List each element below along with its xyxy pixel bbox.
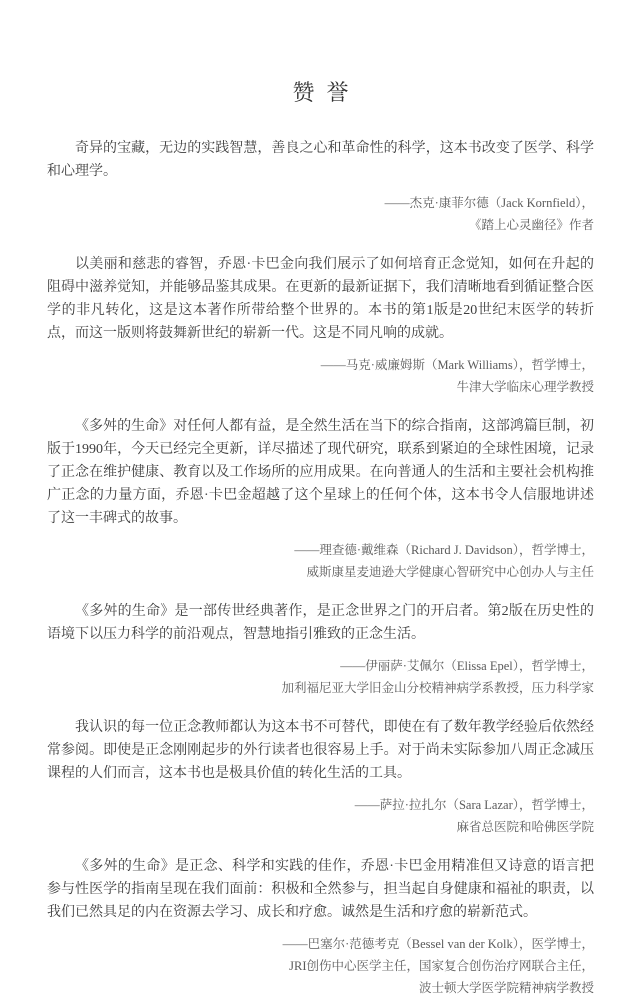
attribution-line: ——马克·威廉姆斯（Mark Williams），哲学博士， bbox=[320, 358, 594, 372]
endorsement-quote: 我认识的每一位正念教师都认为这本书不可替代，即使在有了数年教学经验后依然经常参阅。即使是正念刚刚起步的外行读者也很容易上手。对于尚未实际参加八周正念减压课程的人们而言，这本书也是极具价值的转化生活的工具。 bbox=[47, 720, 594, 781]
endorsement-attribution bbox=[47, 192, 594, 236]
endorsement bbox=[47, 716, 594, 838]
endorsement-attribution bbox=[47, 794, 594, 838]
endorsement bbox=[47, 600, 594, 699]
attribution-line: 波士顿大学医学院精神病学教授 bbox=[418, 981, 594, 995]
endorsement-attribution bbox=[47, 933, 594, 999]
attribution-line: ——巴塞尔·范德考克（Bessel van der Kolk），医学博士， bbox=[282, 937, 594, 951]
attribution-line: 威斯康星麦迪逊大学健康心智研究中心创办人与主任 bbox=[306, 565, 594, 579]
endorsement bbox=[47, 855, 594, 999]
endorsement-attribution bbox=[47, 655, 594, 699]
endorsements-list bbox=[47, 137, 594, 999]
attribution-line: 牛津大学临床心理学教授 bbox=[456, 380, 594, 394]
attribution-line: 加利福尼亚大学旧金山分校精神病学系教授，压力科学家 bbox=[281, 681, 594, 695]
endorsement-quote: 《多舛的生命》是正念、科学和实践的佳作，乔恩·卡巴金用精准但又诗意的语言把参与性医学的指南呈现在我们面前：积极和全然参与，担当起自身健康和福祉的职责，以我们已然具足的内在资源去学习、成长和疗愈。诚然是生活和疗愈的崭新范式。 bbox=[47, 859, 594, 920]
page-title: 赞誉 bbox=[292, 80, 361, 105]
endorsement-quote: 以美丽和慈悲的睿智，乔恩·卡巴金向我们展示了如何培育正念觉知，如何在升起的阻碍中滋养觉知，并能够品鉴其成果。在更新的最新证据下，我们清晰地看到循证整合医学的非凡转化，这是这本著作所带给整个世界的。本书的第1版是20世纪末医学的转折点，而这一版则将鼓舞新世纪的崭新一代。这是不同凡响的成就。 bbox=[47, 257, 594, 341]
endorsement-attribution bbox=[47, 539, 594, 583]
endorsement-quote: 《多舛的生命》是一部传世经典著作，是正念世界之门的开启者。第2版在历史性的语境下以压力科学的前沿观点，智慧地指引雅致的正念生活。 bbox=[47, 604, 594, 642]
endorsement bbox=[47, 253, 594, 398]
attribution-line: JRI创伤中心医学主任，国家复合创伤治疗网联合主任， bbox=[289, 959, 594, 973]
endorsement bbox=[47, 137, 594, 236]
attribution-line: ——伊丽萨·艾佩尔（Elissa Epel），哲学博士， bbox=[340, 659, 594, 673]
attribution-line: 麻省总医院和哈佛医学院 bbox=[456, 820, 594, 834]
endorsement-attribution bbox=[47, 354, 594, 398]
attribution-line: ——萨拉·拉扎尔（Sara Lazar），哲学博士， bbox=[354, 798, 594, 812]
endorsement-quote: 奇异的宝藏，无边的实践智慧，善良之心和革命性的科学，这本书改变了医学、科学和心理学。 bbox=[47, 141, 594, 179]
endorsement-quote: 《多舛的生命》对任何人都有益，是全然生活在当下的综合指南，这部鸿篇巨制，初版于1990年，今天已经完全更新，详尽描述了现代研究，联系到紧迫的全球性困境，记录了正念在维护健康、教育以及工作场所的应用成果。在向普通人的生活和主要社会机构推广正念的力量方面，乔恩·卡巴金超越了这个星球上的任何个体，这本书令人信服地讲述了这一丰碑式的故事。 bbox=[47, 419, 594, 526]
attribution-line: 《踏上心灵幽径》作者 bbox=[468, 218, 594, 232]
attribution-line: ——理查德·戴维森（Richard J. Davidson），哲学博士， bbox=[294, 543, 594, 557]
endorsement bbox=[47, 415, 594, 583]
attribution-line: ——杰克·康菲尔德（Jack Kornfield）， bbox=[384, 196, 594, 210]
